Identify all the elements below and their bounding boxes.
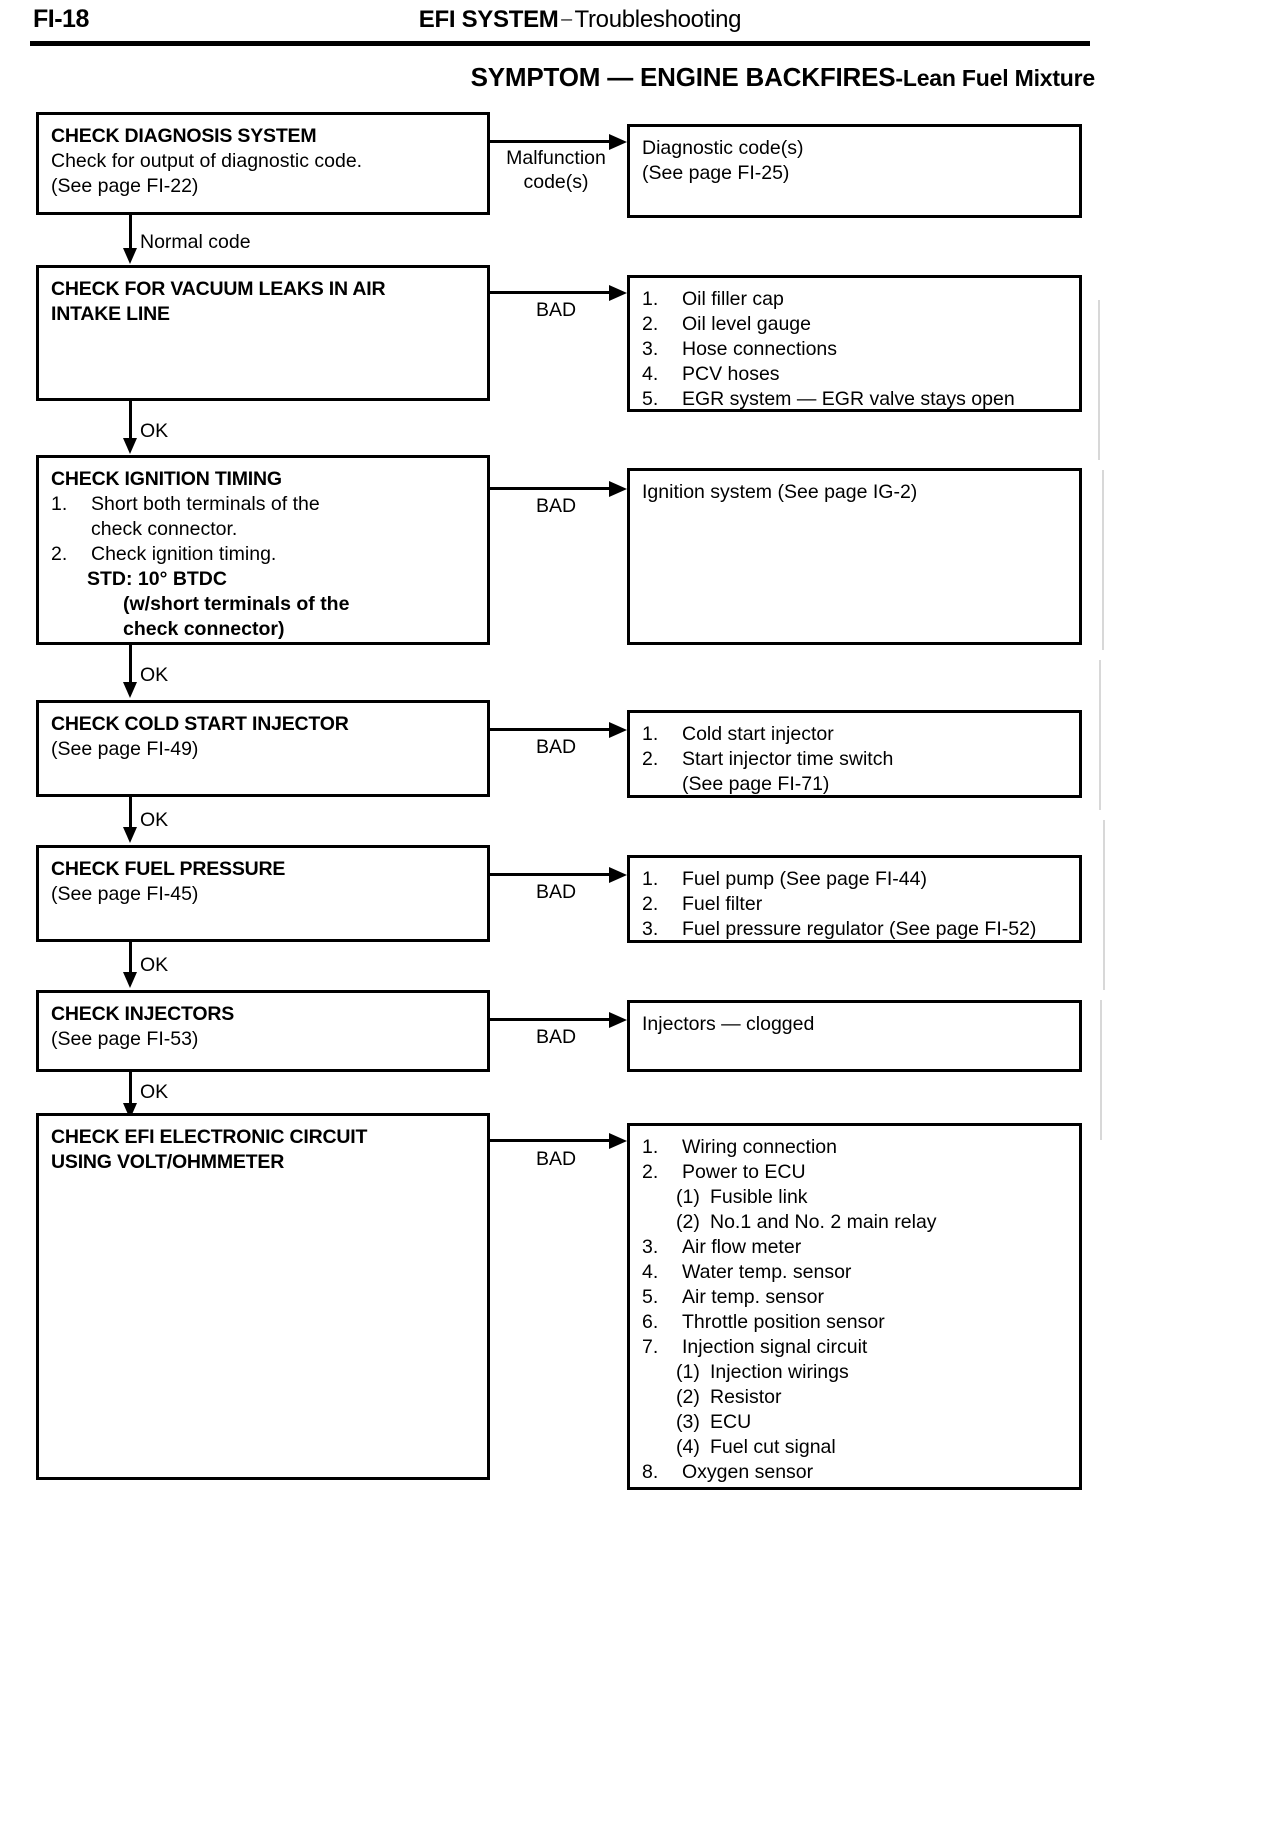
scan-edge-artifact [1100,1000,1102,1140]
flow-arrowhead [123,972,137,988]
branch-label-bad: BAD [535,495,577,517]
list-item-number: 2. [642,748,659,770]
list-item-text: (w/short terminals of the [123,593,350,615]
flow-label-ok: OK [140,1081,169,1103]
list-item-text: PCV hoses [682,363,780,385]
list-item-text: Cold start injector [682,723,834,745]
list-item-number: 5. [642,388,659,410]
list-item [642,1235,1067,1260]
header-title-bold: EFI SYSTEM [418,6,559,33]
list-item-text: check connector) [123,618,285,640]
result-list [642,287,1067,412]
list-item-number: 2. [642,313,659,335]
check-box-diagnosis-system [36,112,490,215]
check-line: (See page FI-49) [51,738,199,760]
scan-edge-artifact [1103,820,1105,990]
result-line: Diagnostic code(s) [642,137,804,159]
list-item-number: 1. [51,493,68,515]
result-line: (See page FI-25) [642,162,790,184]
list-item [642,1285,1067,1310]
list-item [51,592,475,617]
list-item-text: (See page FI-71) [682,773,830,795]
list-item [642,1335,1067,1360]
list-item [642,337,1067,362]
list-item-text: Resistor [710,1386,782,1408]
page-number: FI-18 [33,5,89,33]
result-box-diagnostic-codes [627,124,1082,218]
flow-arrowhead [123,682,137,698]
result-box-vacuum-leak-causes [627,275,1082,412]
list-item-text: Injection wirings [710,1361,849,1383]
branch-label-bad: BAD [535,736,577,758]
flow-arrowhead [123,248,137,264]
list-item-text: Fuel pressure regulator (See page FI-52) [682,918,1037,940]
flow-label-normal-code: Normal code [140,231,251,253]
list-item-number: 1. [642,1136,659,1158]
list-item-number: 1. [642,288,659,310]
check-title: CHECK FUEL PRESSURE [51,858,286,880]
check-title: CHECK INJECTORS [51,1003,235,1025]
list-item-text: Short both terminals of the [91,493,320,515]
list-item [642,1160,1067,1185]
list-item-text: Fusible link [710,1186,808,1208]
flow-label-ok: OK [140,954,169,976]
list-item-number: (2) [676,1211,700,1233]
list-item-text: Hose connections [682,338,838,360]
flow-label-ok: OK [140,420,169,442]
check-line: (See page FI-53) [51,1028,199,1050]
page-header [0,0,1100,48]
list-item-text: check connector. [91,518,238,540]
list-item-text: Oil filler cap [682,288,784,310]
list-item-text: Water temp. sensor [682,1261,852,1283]
branch-label-malfunction-code [496,146,616,194]
list-item-text: ECU [710,1411,752,1433]
branch-line [490,291,614,294]
list-item [642,867,1067,892]
list-item [642,1385,1067,1410]
list-item [642,1260,1067,1285]
check-box-efi-electronic-circuit [36,1113,490,1480]
check-title: USING VOLT/OHMMETER [51,1151,285,1173]
result-list [642,1135,1067,1485]
branch-line [490,140,614,143]
list-item-number: 4. [642,363,659,385]
result-list [642,722,1067,797]
list-item [642,312,1067,337]
result-list [642,867,1067,942]
list-item [642,1435,1067,1460]
list-item-number: 5. [642,1286,659,1308]
flow-arrowhead [123,827,137,843]
list-item-number: (2) [676,1386,700,1408]
list-item [51,492,475,517]
list-item [642,1360,1067,1385]
flow-arrowhead [123,438,137,454]
check-title: CHECK EFI ELECTRONIC CIRCUIT [51,1126,368,1148]
list-item-text: Fuel cut signal [710,1436,836,1458]
check-box-cold-start-injector [36,700,490,797]
list-item-number: 2. [642,893,659,915]
check-box-fuel-pressure [36,845,490,942]
check-list [51,492,475,642]
list-item-number: (4) [676,1436,700,1458]
list-item-text: STD: 10° BTDC [87,568,227,590]
list-item-text: Air temp. sensor [682,1286,824,1308]
check-box-injectors [36,990,490,1072]
result-line: Ignition system (See page IG-2) [642,481,918,503]
list-item-text: Check ignition timing. [91,543,277,565]
list-item-text: Wiring connection [682,1136,837,1158]
check-line: (See page FI-22) [51,175,199,197]
check-title: CHECK FOR VACUUM LEAKS IN AIR [51,278,386,300]
list-item-text: Fuel filter [682,893,763,915]
result-box-fuel-pressure-causes [627,855,1082,943]
list-item-text: Throttle position sensor [682,1311,885,1333]
branch-line [490,873,614,876]
branch-line [490,487,614,490]
header-title-dash: — [561,14,572,26]
list-item-text: Oil level gauge [682,313,811,335]
scan-edge-artifact [1098,300,1100,460]
result-box-ignition-system [627,468,1082,645]
section-title-tail: -Lean Fuel Mixture [895,65,1095,91]
branch-label-line: Malfunction [506,147,606,169]
branch-line [490,728,614,731]
branch-label-line: code(s) [523,171,589,193]
check-box-vacuum-leaks [36,265,490,401]
flow-label-ok: OK [140,809,169,831]
section-title [0,62,1095,93]
check-title: CHECK IGNITION TIMING [51,468,282,490]
list-item [51,517,475,542]
list-item [642,387,1067,412]
check-title: CHECK DIAGNOSIS SYSTEM [51,125,317,147]
list-item-number: 2. [642,1161,659,1183]
branch-line [490,1018,614,1021]
list-item [642,892,1067,917]
header-rule [30,41,1090,46]
list-item-text: Oxygen sensor [682,1461,814,1483]
list-item [51,617,475,642]
list-item [642,287,1067,312]
list-item [642,917,1067,942]
list-item-number: 2. [51,543,68,565]
scan-edge-artifact [1099,660,1101,810]
branch-label-bad: BAD [535,299,577,321]
result-box-cold-start-injector-causes [627,710,1082,798]
list-item [642,772,1067,797]
list-item [51,567,475,592]
list-item [642,1210,1067,1235]
list-item-text: Start injector time switch [682,748,894,770]
check-line: Check for output of diagnostic code. [51,150,363,172]
header-title-light: Troubleshooting [574,6,742,33]
list-item-text: No.1 and No. 2 main relay [710,1211,937,1233]
list-item-text: Air flow meter [682,1236,802,1258]
section-title-main: SYMPTOM — ENGINE BACKFIRES [470,62,896,92]
list-item [642,1310,1067,1335]
list-item-number: (1) [676,1361,700,1383]
branch-label-bad: BAD [535,1026,577,1048]
branch-label-bad: BAD [535,881,577,903]
list-item [642,1135,1067,1160]
list-item-number: 1. [642,868,659,890]
list-item-number: (1) [676,1186,700,1208]
result-line: Injectors — clogged [642,1013,815,1035]
check-line: (See page FI-45) [51,883,199,905]
list-item [642,722,1067,747]
list-item-number: 6. [642,1311,659,1333]
list-item-text: Power to ECU [682,1161,806,1183]
list-item-number: 1. [642,723,659,745]
list-item [642,1410,1067,1435]
list-item [642,1460,1067,1485]
list-item [642,362,1067,387]
branch-label-bad: BAD [535,1148,577,1170]
list-item-number: 4. [642,1261,659,1283]
list-item-number: 3. [642,1236,659,1258]
list-item [51,542,475,567]
check-box-ignition-timing [36,455,490,645]
list-item-number: 3. [642,918,659,940]
result-box-injectors-clogged [627,1000,1082,1072]
list-item-number: 3. [642,338,659,360]
check-title: INTAKE LINE [51,303,170,325]
list-item-number: 7. [642,1336,659,1358]
list-item [642,747,1067,772]
flow-label-ok: OK [140,664,169,686]
list-item [642,1185,1067,1210]
result-box-efi-circuit-causes [627,1123,1082,1490]
list-item-number: 8. [642,1461,659,1483]
header-title [330,6,830,34]
check-title: CHECK COLD START INJECTOR [51,713,349,735]
list-item-text: Fuel pump (See page FI-44) [682,868,927,890]
branch-line [490,1139,614,1142]
scan-edge-artifact [1102,470,1104,650]
list-item-text: EGR system — EGR valve stays open [682,388,1015,410]
list-item-text: Injection signal circuit [682,1336,868,1358]
list-item-number: (3) [676,1411,700,1433]
